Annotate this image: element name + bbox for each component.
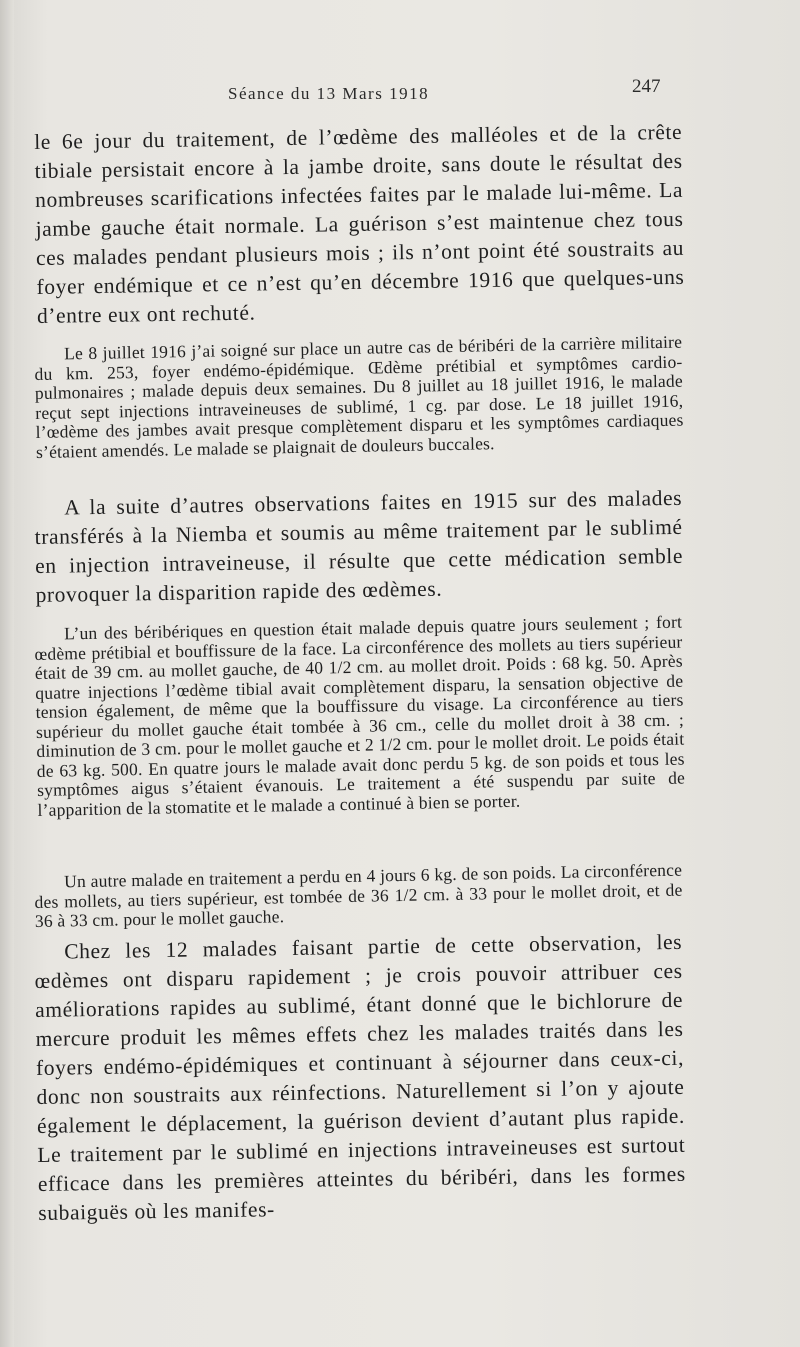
paragraph-case-july-1916: Le 8 juillet 1916 j’ai soigné sur place un autre cas de béribéri de la carrière militaire du km. 253, foyer endémo-épidémique. Œdème prétibial et symptômes cardio-pulmonaires ; malade depuis deux semaines. Du 8 juillet au 18 juillet 1916, le malade reçut sept injections intraveineuses de sublimé, 1 cg. par dose. Le 18 juillet 1916, l’œdème des jambes avait presque complètement disparu et les symptômes cardiaques s’étaient amendés. Le malade se plaignait de douleurs buccales. <box>34 331 684 462</box>
paragraph-second-patient: Un autre malade en traitement a perdu en 4 jours 6 kg. de son poids. La circonférence des mollets, au tiers supérieur, est tombée de 36 1/2 cm. à 33 pour le mollet droit, et de 36 à 33 cm. pour le mollet gauche. <box>34 859 683 931</box>
page-number: 247 <box>632 76 661 97</box>
paragraph-observations-1915: A la suite d’autres observations faites en 1915 sur des malades transférés à la Niemba et soumis au même traitement par le sublimé en injection intraveineuse, il résulte que cette médication semble provoquer la disparition rapide des œdèmes. <box>34 485 684 607</box>
running-header: Séance du 13 Mars 1918 <box>228 84 430 103</box>
page-binding-edge <box>0 0 14 1347</box>
paragraph-conclusion: Chez les 12 malades faisant partie de cette observation, les œdèmes ont disparu rapidement ; je crois pouvoir attribuer ces améliorations rapides au sublimé, étant donné que le bichlorure de mercure produit les mêmes effets chez les malades traités dans les foyers endémo-épidémiques et continuant à séjourner dans ceux-ci, donc non soustraits aux réinfections. Naturellement si l’on y ajoute également le déplacement, la guérison devient d’autant plus rapide. Le traitement par le sublimé en injections intraveineuses est surtout efficace dans les premières atteintes du béribéri, dans les formes subaiguës où les manifes- <box>34 929 686 1225</box>
paragraph-case-weight-loss: L’un des béribériques en question était malade depuis quatre jours seulement ; fort œdème prétibial et bouffissure de la face. La circonférence des mollets au tiers supérieur était de 39 cm. au mollet gauche, de 40 1/2 cm. au mollet droit. Poids : 68 kg. 50. Après quatre injections l’œdème tibial avait complètement disparu, la sensation objective de tension également, de même que la bouffissure du visage. La circonférence au tiers supérieur du mollet gauche était tombée à 36 cm., celle du mollet droit à 38 cm. ; diminution de 3 cm. pour le mollet gauche et 2 1/2 cm. pour le mollet droit. Le poids était de 63 kg. 500. En quatre jours le malade avait donc perdu 5 kg. de son poids et tous les symptômes aigus s’étaient évanouis. Le traitement a été suspendu par suite de l’apparition de la stomatite et le malade a continué à bien se porter. <box>34 611 686 820</box>
paragraph-continuation: le 6e jour du traitement, de l’œdème des malléoles et de la crête tibiale persistait encore à la jambe droite, sans doute le résultat des nombreuses scarifications infectées faites par le malade lui-même. La jambe gauche était normale. La guérison s’est maintenue chez tous ces malades pendant plusieurs mois ; ils n’ont point été soustraits au foyer endémique et ce n’est qu’en décembre 1916 que quelques-uns d’entre eux ont rechuté. <box>34 119 685 328</box>
